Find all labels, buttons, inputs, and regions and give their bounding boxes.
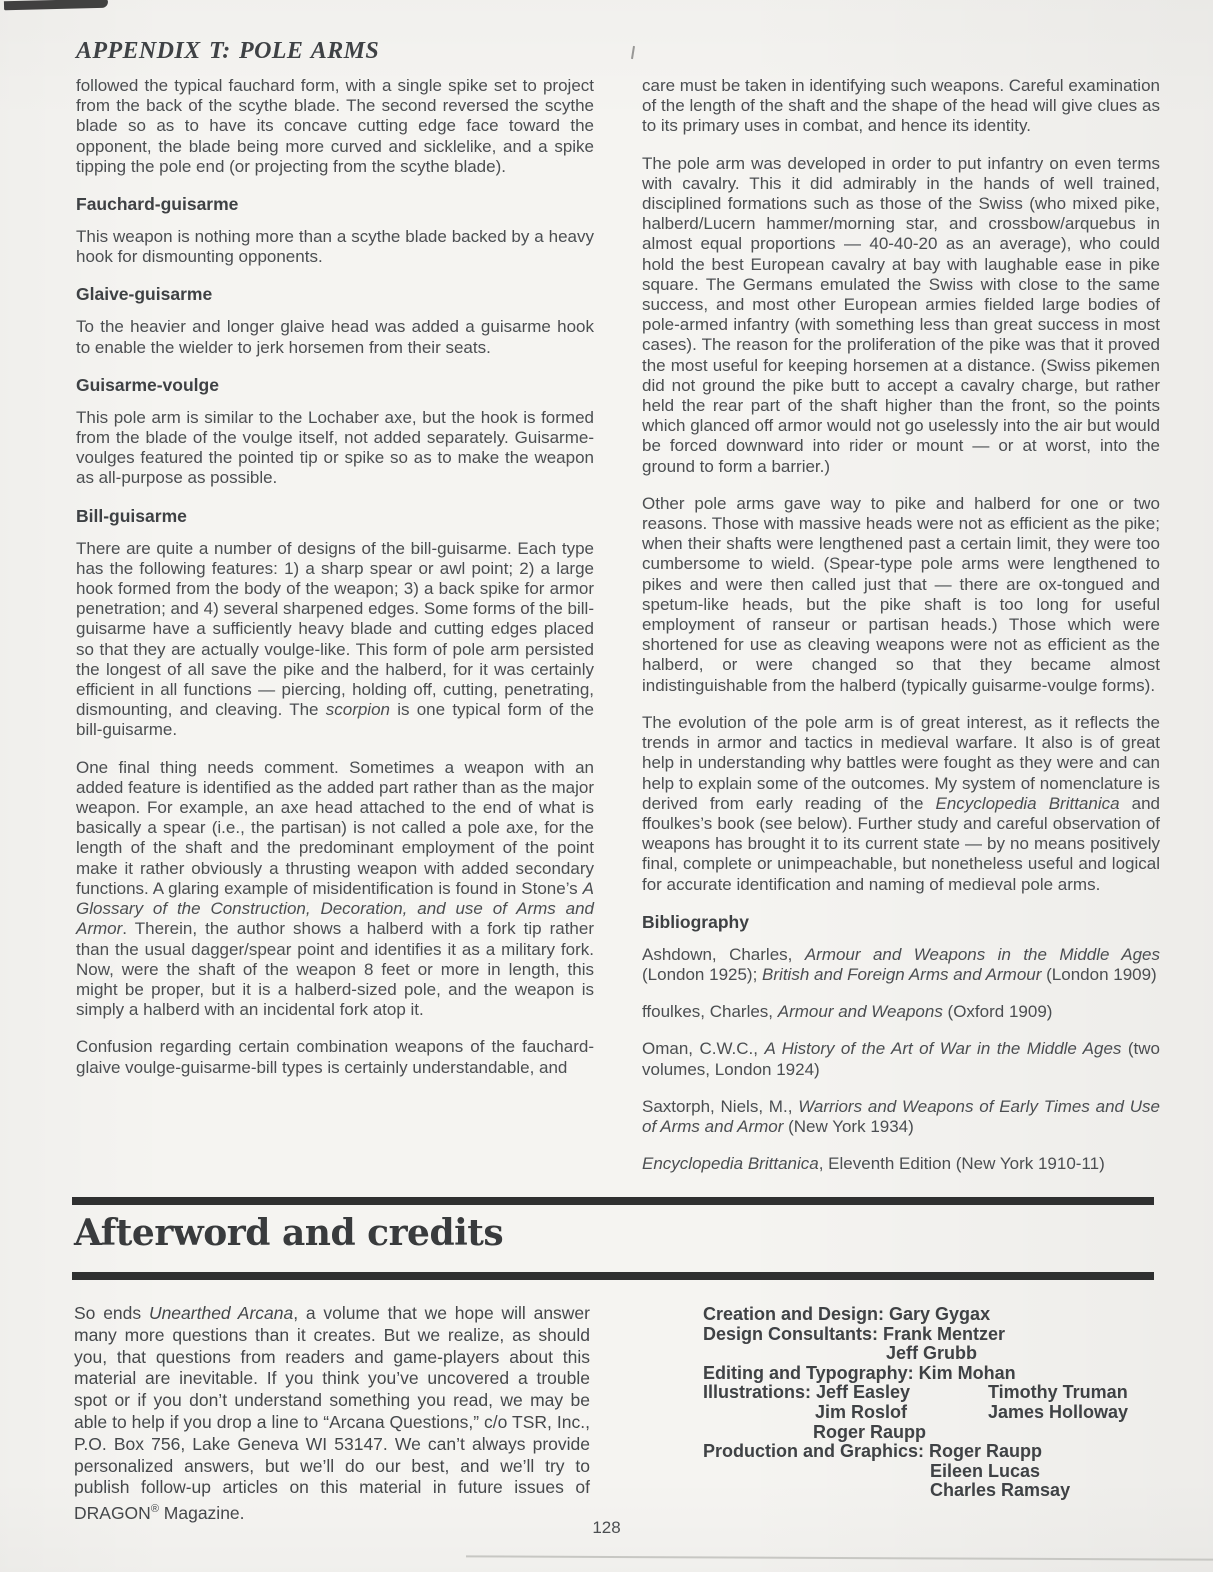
paragraph: [642, 1039, 1160, 1079]
credit-text: Production and Graphics: Roger Raupp: [703, 1441, 1043, 1462]
paragraph: [76, 1037, 594, 1077]
text-run: To the heavier and longer glaive head was added a guisarme hook to enable the wielder to jerk horsemen from their seats.: [76, 317, 594, 357]
italic-text: Armour and Weapons: [777, 1002, 943, 1022]
text-run: , Eleventh Edition (New York 1910-11): [818, 1154, 1105, 1174]
credit-line: [703, 1383, 1159, 1403]
paragraph: [642, 154, 1160, 477]
paragraph: [76, 408, 594, 489]
italic-text: scorpion: [325, 700, 390, 720]
afterword-heading: Afterword and credits: [74, 1212, 504, 1254]
credit-text: Roger Raupp: [813, 1421, 927, 1442]
text-run: This weapon is nothing more than a scythe blade backed by a heavy hook for dismounting opponents.: [76, 227, 594, 267]
text-run: Confusion regarding certain combination weapons of the fauchard-glaive voulge-guisarme-bill types is certainly understandable, and: [76, 1037, 594, 1077]
paragraph: [76, 227, 594, 267]
credit-line: [703, 1305, 1159, 1325]
credit-line: [703, 1344, 1159, 1364]
credit-line: [703, 1442, 1159, 1462]
text-run: . Therein, the author shows a halberd with a fork tip rather than the usual dagger/spear point and identifies it as a military fork. Now, were the shaft of the weapon 8 feet or more in length, this might be proper, but it is a halberd-sized pole, and the weapon is simply a halberd with an incidental fork atop it.: [76, 919, 594, 1020]
credit-name-right: James Holloway: [988, 1401, 1129, 1422]
italic-text: British and Foreign Arms and Armour: [762, 964, 1042, 984]
text-run: (London 1925);: [642, 964, 763, 984]
italic-text: Encyclopedia Brittanica: [935, 793, 1120, 813]
text-run: (London 1909): [1041, 964, 1157, 984]
text-run: ®: [150, 1503, 159, 1516]
text-run: The pole arm was developed in order to put infantry on even terms with cavalry. This it did admirably in the hands of well trained, disciplined formations such as those of the Swiss (who mixed pike, halberd/Lucern hammer/morning star, and crossbow/arquebus in almost equal proportions — 40-40-20 as an average), who could hold the best European cavalry at bay with laughable ease in pike square. The Germans emulated the Swiss with close to the same success, and most other European armies fielded large bodies of pole-armed infantry (with something less than great success in most cases). The reason for the proliferation of the pike was that it proved the most useful for keeping horsemen at a distance. (Swiss pikemen did not ground the pike butt to accept a cavalry charge, but rather held the rear part of the shaft higher than the front, so the points which glanced off armor would not go uselessly into the air but would be forced downward into rider or mount — or at worst, into the ground to form a barrier.): [642, 153, 1160, 476]
section-heading: Fauchard-guisarme: [76, 194, 239, 215]
paragraph: [642, 1002, 1160, 1022]
text-run: Magazine.: [158, 1503, 245, 1523]
text-run: (New York 1934): [783, 1116, 914, 1136]
text-run: There are quite a number of designs of the bill-guisarme. Each type has the following features: 1) a sharp spear or awl point; 2) a large hook formed from the body of the weapon; 3) a back spike for armor penetration; and 4) several sharpened edges. Some forms of the bill-guisarme have a sufficiently heavy blade and cutting edges placed so that they are actually voulge-like. This form of pole arm persisted the longest of all save the pike and the halberd, for it was certainly efficient in all functions — piercing, holding off, cutting, penetrating, dismounting, and cleaving. The: [76, 538, 594, 720]
paragraph: [76, 317, 594, 357]
afterword-paragraph: [74, 1303, 590, 1525]
section-heading: Bill-guisarme: [76, 505, 187, 526]
paragraph: [642, 713, 1160, 895]
credit-text: Illustrations: Jeff Easley: [703, 1382, 911, 1403]
section-heading: Glaive-guisarme: [76, 284, 213, 305]
text-run: So ends: [74, 1303, 149, 1323]
text-run: The evolution of the pole arm is of great interest, as it reflects the trends in armor and tactics in medieval warfare. It also is of great help in understanding why battles were fought as they were and can help to explain some of the outcomes. My system of nomenclature is derived from early reading of the: [642, 712, 1160, 813]
credits-block: [703, 1303, 1159, 1525]
credit-line: [703, 1364, 1159, 1384]
paragraph: [76, 76, 594, 177]
italic-text: A History of the Art of War in the Middle Ages: [764, 1039, 1122, 1059]
paragraph: [642, 945, 1160, 985]
scan-edge-artifact: [466, 1555, 1213, 1560]
text-run: and ffoulkes’s book (see below). Further study and careful observation of weapons has brought it to its current state — by no means positively final, complete or unimpeachable, but nonetheless useful and logical for accurate identification and naming of medieval pole arms.: [642, 793, 1160, 894]
page-number: 128: [592, 1518, 621, 1537]
paragraph: [642, 76, 1160, 137]
section-divider-top: [72, 1197, 1154, 1205]
text-run: (two volumes, London 1924): [642, 1039, 1160, 1079]
credit-line: [703, 1423, 1159, 1443]
scan-tick-artifact: [631, 46, 635, 59]
text-run: One final thing needs comment. Sometimes a weapon with an added feature is identified as the added part rather than as the major weapon. For example, an axe head attached to the end of what is basically a spear (i.e., the partisan) is not called a pole axe, for the length of the shaft and the predominant employment of the point make it rather obviously a thrusting weapon with added secondary functions. A glaring example of misidentification is found in Stone’s: [76, 757, 594, 898]
text-run: This pole arm is similar to the Lochaber axe, but the hook is formed from the blade of the voulge itself, not added separately. Guisarme-voulges featured the pointed tip or spike so as to make the weapon as all-purpose as possible.: [76, 407, 594, 488]
credit-text: Creation and Design: Gary Gygax: [703, 1304, 991, 1324]
italic-text: A Glossary of the Construction, Decoration, and use of Arms and Armor: [76, 878, 594, 939]
credit-text: Charles Ramsay: [930, 1480, 1071, 1501]
appendix-title: APPENDIX T: POLE ARMS: [76, 38, 380, 64]
text-run: , a volume that we hope will answer many more questions than it creates. But we realize, as should you, that questions from readers and game-players about this material are inevitable. If you think you’ve uncovered a trouble spot or if you don’t understand something you read, we may be able to help if you drop a line to “Arcana Questions,” c/o TSR, Inc., P.O. Box 756, Lake Geneva WI 53147. We can’t always provide personalized answers, but we’ll do our best, and we’ll try to publish follow-up articles on this material in future issues of DRAGON: [74, 1303, 590, 1523]
text-run: Saxtorph, Niels, M.,: [642, 1096, 799, 1116]
section-divider-bottom: [72, 1272, 1154, 1280]
italic-text: Unearthed Arcana: [148, 1303, 294, 1323]
text-run: ffoulkes, Charles,: [642, 1002, 778, 1022]
credit-text: Eileen Lucas: [930, 1460, 1041, 1481]
credit-line: [703, 1481, 1159, 1501]
credit-text: Design Consultants: Frank Mentzer: [703, 1323, 1006, 1344]
text-run: (Oxford 1909): [942, 1002, 1053, 1022]
text-run: is one typical form of the bill-guisarme.: [76, 700, 594, 740]
section-heading: Bibliography: [642, 911, 749, 932]
credit-line: [703, 1462, 1159, 1482]
left-column: [76, 76, 594, 1191]
right-column: [642, 76, 1160, 1191]
text-run: Ashdown, Charles,: [642, 944, 805, 964]
credit-line: [703, 1403, 1159, 1423]
paragraph: [642, 1154, 1160, 1174]
paragraph: [76, 539, 594, 741]
text-run: Oman, C.W.C.,: [642, 1039, 765, 1059]
paragraph: [76, 758, 594, 1021]
scan-smudge-artifact: [4, 0, 108, 10]
italic-text: Encyclopedia Brittanica: [642, 1154, 819, 1174]
credit-text: Jeff Grubb: [886, 1343, 978, 1364]
credit-text: Jim Roslof: [815, 1401, 908, 1422]
afterword-content: [74, 1303, 1160, 1525]
text-run: Other pole arms gave way to pike and halberd for one or two reasons. Those with massive heads were not as efficient as the pike; when their shafts were lengthened past a certain limit, they were too cumbersome to wield. (Spear-type pole arms were lengthened to pikes and were then called just that — there are ox-tongued and spetum-like heads, but the pike shaft is too long for useful employment of ranseur or partisan heads.) Those which were shortened for use as cleaving weapons were not as efficient as the halberd, or were changed so that they became almost indistinguishable from the halberd (typically guisarme-voulge forms).: [642, 493, 1160, 695]
credit-name-right: Timothy Truman: [988, 1382, 1128, 1403]
italic-text: Warriors and Weapons of Early Times and Use of Arms and Armor: [642, 1096, 1160, 1136]
credit-text: Editing and Typography: Kim Mohan: [703, 1362, 1016, 1383]
text-run: followed the typical fauchard form, with a single spike set to project from the back of the scythe blade. The second reversed the scythe blade so as to have its concave cutting edge face toward the opponent, the blade being more curved and sicklelike, and a spike tipping the pole end (or projecting from the scythe blade).: [76, 76, 594, 176]
italic-text: Armour and Weapons in the Middle Ages: [804, 944, 1161, 964]
paragraph: [642, 494, 1160, 696]
article-columns: [76, 76, 1160, 1191]
section-heading: Guisarme-voulge: [76, 374, 219, 395]
text-run: care must be taken in identifying such weapons. Careful examination of the length of the shaft and the shape of the head will give clues as to its primary uses in combat, and hence its identity.: [642, 76, 1160, 136]
credit-line: [703, 1325, 1159, 1345]
paragraph: [642, 1097, 1160, 1137]
